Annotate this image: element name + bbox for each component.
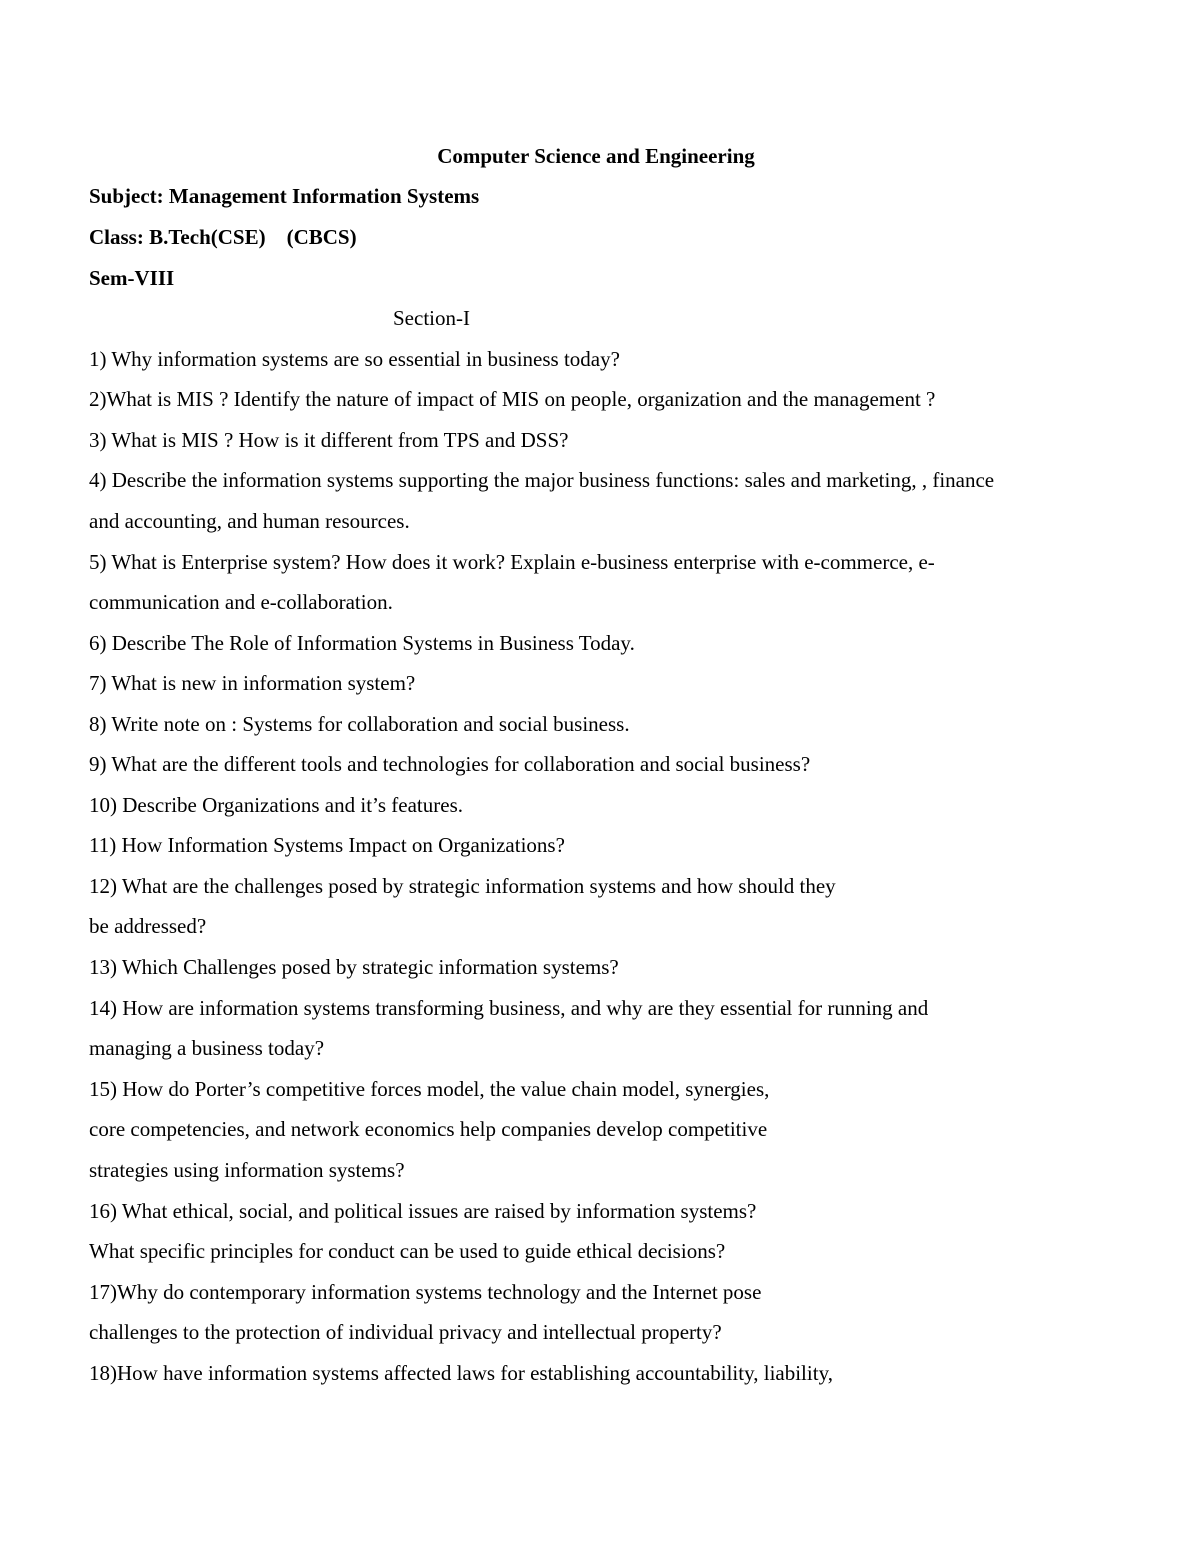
question-line: 13) Which Challenges posed by strategic information systems? [89, 955, 619, 979]
question-line: 11) How Information Systems Impact on Organizations? [89, 833, 565, 857]
question-line: core competencies, and network economics help companies develop competitive [89, 1117, 768, 1141]
question-line: managing a business today? [89, 1036, 325, 1060]
question-line: 10) Describe Organizations and it’s features. [89, 793, 463, 817]
question-line: 18)How have information systems affected laws for establishing accountability, liability, [89, 1361, 833, 1385]
question-line: 2)What is MIS ? Identify the nature of impact of MIS on people, organization and the management ? [89, 387, 936, 411]
question-line: 16) What ethical, social, and political issues are raised by information systems? [89, 1199, 757, 1223]
question-line: 5) What is Enterprise system? How does it work? Explain e-business enterprise with e-commerce, e- [89, 550, 935, 574]
semester-line: Sem-VIII [89, 266, 175, 290]
department-heading: Computer Science and Engineering [437, 144, 755, 168]
question-line: 15) How do Porter’s competitive forces model, the value chain model, synergies, [89, 1077, 770, 1101]
class-line: Class: B.Tech(CSE) (CBCS) [89, 225, 357, 249]
section-heading: Section-I [393, 306, 470, 330]
question-line: 3) What is MIS ? How is it different from TPS and DSS? [89, 428, 569, 452]
question-line: 6) Describe The Role of Information Systems in Business Today. [89, 631, 635, 655]
question-line: 12) What are the challenges posed by strategic information systems and how should they [89, 874, 836, 898]
question-line: be addressed? [89, 914, 207, 938]
question-line: 1) Why information systems are so essential in business today? [89, 347, 620, 371]
question-line: and accounting, and human resources. [89, 509, 410, 533]
question-line: 4) Describe the information systems supporting the major business functions: sales and marketing, , finance [89, 468, 995, 492]
question-line: communication and e-collaboration. [89, 590, 393, 614]
question-line: 7) What is new in information system? [89, 671, 416, 695]
question-line: 8) Write note on : Systems for collaboration and social business. [89, 712, 630, 736]
question-line: 9) What are the different tools and technologies for collaboration and social business? [89, 752, 811, 776]
question-line: 17)Why do contemporary information systems technology and the Internet pose [89, 1280, 762, 1304]
question-line: challenges to the protection of individual privacy and intellectual property? [89, 1320, 722, 1344]
question-line: strategies using information systems? [89, 1158, 405, 1182]
subject-line: Subject: Management Information Systems [89, 184, 480, 208]
question-line: 14) How are information systems transforming business, and why are they essential for running and [89, 996, 929, 1020]
question-line: What specific principles for conduct can be used to guide ethical decisions? [89, 1239, 726, 1263]
